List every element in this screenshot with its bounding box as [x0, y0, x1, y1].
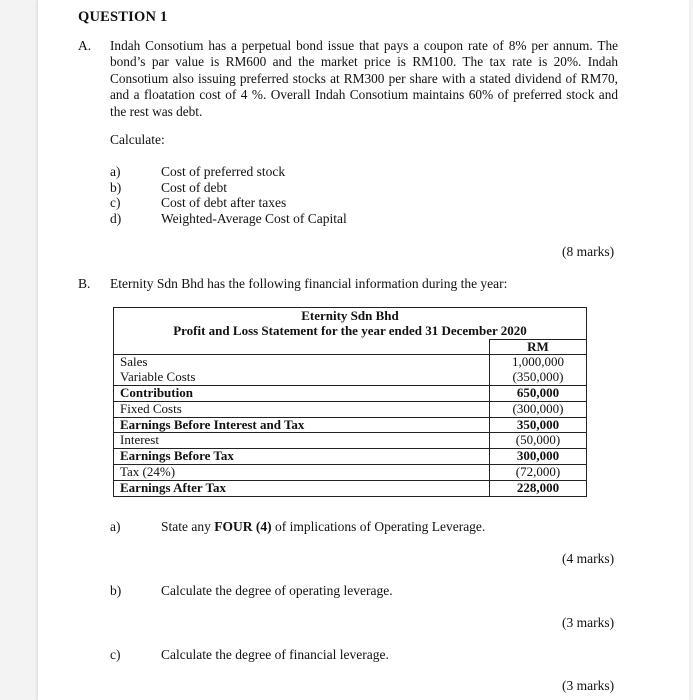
- table-company-name: Eternity Sdn Bhd: [114, 308, 587, 324]
- row-amount: (350,000): [490, 370, 587, 385]
- row-label: Sales: [114, 355, 490, 370]
- question-b-c-marks: (3 marks): [562, 678, 615, 693]
- item-letter: c): [110, 195, 121, 211]
- item-letter: a): [110, 164, 121, 179]
- question-b-a-letter: a): [110, 519, 121, 534]
- item-text: Cost of debt: [161, 179, 227, 195]
- question-b-c-letter: c): [110, 647, 121, 662]
- table-row: [114, 449, 587, 465]
- row-label: Earnings Before Tax: [114, 449, 490, 465]
- row-amount: (72,000): [490, 464, 587, 480]
- row-label: Variable Costs: [114, 370, 490, 385]
- item-letter: b): [110, 179, 122, 195]
- table-row: [114, 385, 587, 401]
- part-a-paragraph: Indah Consotium has a perpetual bond issue that pays a coupon rate of 8% per annum. The bond’s par value is RM600 and the market price is RM100. The tax rate is 20%. Indah Consotium also issuing preferred stocks at RM300 per share with a stated dividend of RM70, and a floatation cost of 4 %. Overall Indah Consotium maintains 60% of preferred stock and the rest was debt.: [110, 38, 618, 119]
- row-label: Earnings After Tax: [114, 480, 490, 496]
- row-amount: (50,000): [490, 433, 587, 449]
- row-label: Contribution: [114, 385, 490, 401]
- row-label: Tax (24%): [114, 464, 490, 480]
- calculate-heading: Calculate:: [110, 132, 165, 147]
- question-b-b-text: Calculate the degree of operating leverage.: [161, 583, 393, 598]
- document-page: [38, 0, 689, 700]
- table-row: [114, 355, 587, 370]
- table-statement-title: Profit and Loss Statement for the year ended 31 December 2020: [114, 324, 587, 339]
- part-a-marks: (8 marks): [562, 244, 615, 259]
- row-amount: 228,000: [490, 480, 587, 496]
- row-amount: 1,000,000: [490, 355, 587, 370]
- row-label: Fixed Costs: [114, 401, 490, 417]
- row-label: Interest: [114, 433, 490, 449]
- question-b-c-text: Calculate the degree of financial leverage.: [161, 647, 389, 662]
- item-text: Cost of debt after taxes: [161, 195, 287, 211]
- table-row: [114, 370, 587, 385]
- row-amount: 300,000: [490, 449, 587, 465]
- question-emphasis: FOUR (4): [214, 519, 272, 534]
- part-a-item-texts: [161, 164, 347, 226]
- row-label: Earnings Before Interest and Tax: [114, 417, 490, 433]
- question-text-part: of implications of Operating Leverage.: [271, 519, 486, 534]
- question-b-a-text: [161, 519, 485, 535]
- item-letter: d): [110, 210, 122, 226]
- item-text: Cost of preferred stock: [161, 164, 286, 179]
- part-b-intro: Eternity Sdn Bhd has the following financial information during the year:: [110, 276, 508, 291]
- currency-header: RM: [490, 339, 587, 355]
- table-row: [114, 417, 587, 433]
- question-title: QUESTION 1: [78, 9, 168, 25]
- question-b-b-letter: b): [110, 583, 122, 598]
- table-row: [114, 401, 587, 417]
- part-a-item-letters: [110, 164, 121, 226]
- row-amount: (300,000): [490, 401, 587, 417]
- part-a-label: A.: [78, 38, 92, 53]
- row-amount: 650,000: [490, 385, 587, 401]
- question-b-a-marks: (4 marks): [562, 551, 615, 566]
- profit-loss-table: [113, 307, 587, 497]
- part-b-label: B.: [78, 276, 91, 291]
- question-b-b-marks: (3 marks): [562, 615, 615, 630]
- row-amount: 350,000: [490, 417, 587, 433]
- item-text: Weighted-Average Cost of Capital: [161, 210, 347, 226]
- question-text-part: State any: [161, 519, 215, 534]
- table-row: [114, 433, 587, 449]
- table-row: [114, 480, 587, 496]
- table-row: [114, 464, 587, 480]
